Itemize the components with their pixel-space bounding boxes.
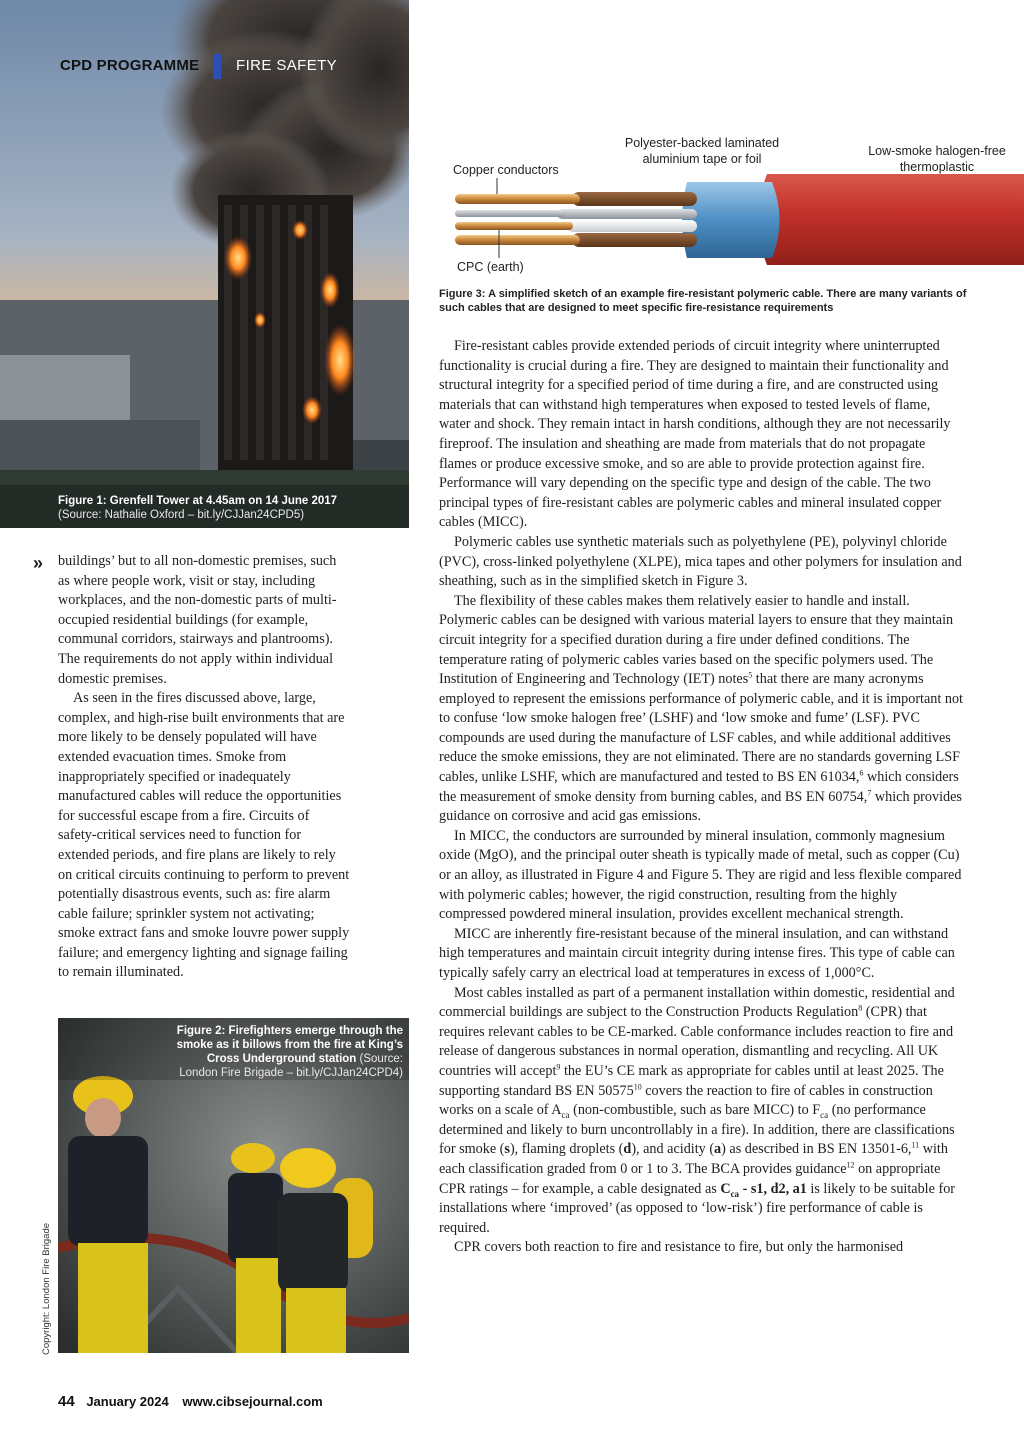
left-column-text	[58, 552, 350, 983]
footnote-ref-12: 12	[846, 1160, 855, 1170]
figure-2-credit: Copyright: London Fire Brigade	[41, 1222, 52, 1355]
right-paragraph-4: In MICC, the conductors are surrounded by mineral insulation, commonly magnesium oxide (MgO), and the principal outer sheath is typically made of metal, such as copper (Cu) or an alloy, as illustrated in Figure 4 and Figure 5. They are rigid and less flexible compared with polymeric cables; however, the rigid construction, resulting from the highly compressed powdered mineral insulation, provides excellent mechanical strength.	[439, 827, 962, 923]
core-insulation-brown-2	[572, 233, 697, 247]
issue-date: January 2024	[86, 1394, 169, 1409]
outer-sheath	[758, 174, 1024, 265]
page-number: 44	[58, 1393, 75, 1410]
footnote-ref-11: 11	[911, 1140, 920, 1150]
label-cpc-earth: CPC (earth)	[457, 260, 524, 274]
foil-tape	[682, 182, 780, 258]
figure-3-caption: Figure 3: A simplified sketch of an example fire-resistant polymeric cable. There are many variants of such cables that are designed to meet specific fire-resistance requirements	[439, 288, 967, 314]
figure-1-caption-title: Figure 1: Grenfell Tower at 4.45am on 14 June 2017	[58, 495, 338, 507]
fire-safety-label: FIRE SAFETY	[236, 57, 338, 74]
left-paragraph-2: As seen in the fires discussed above, large, complex, and high-rise built environments that are more likely to be densely populated will have extended evacuation times. Smoke from inappropriately specified or inadequately manufactured cables will reduce the opportunities for successful escape from a fire. Circuits of safety-critical services need to function for extended periods, and fire plans are likely to rely on critical circuits continuing to perform to prevent potentially disastrous events, such as: fire alarm cable failure; sprinkler system not activating; smoke extract fans and smoke louvre power supply failure; and emergency lighting and signage failing to remain illuminated.	[58, 690, 350, 981]
footnote-ref-5: 5	[748, 670, 753, 680]
footnote-ref-6: 6	[859, 768, 864, 778]
copper-conductor-1	[455, 194, 580, 204]
right-paragraph-1: Fire-resistant cables provide extended periods of circuit integrity where uninterrupted functionality is crucial during a fire. They are designed to maintain their functionality and structural integrity for a specified period of time during a fire, and are constructed using materials that can withstand high temperatures when exposed to tested levels of flame, water and shock. They remain intact in harsh conditions, although they are not necessarily fireproof. The insulation and sheathing are made from materials that do not propagate flames or produce excessive smoke, and so are able to provide protection against fire. Performance will vary depending on the specific type and design of the cable. The two principal types of fire-resistant cables are polymeric cables and mineral insulated copper cables (MICC).	[439, 338, 951, 531]
left-paragraph-1: buildings’ but to all non-domestic premises, such as where people work, visit or stay, including workplaces, and the non-domestic parts of multi-occupied residential buildings (for example, communal corridors, stairways and plantrooms). The requirements do not apply within individual domestic premises.	[58, 553, 337, 687]
label-lshf-sheath: Low-smoke halogen-free thermoplastic	[868, 144, 1006, 174]
footnote-ref-9: 9	[556, 1062, 561, 1072]
core-insulation-white	[567, 220, 697, 232]
right-paragraph-7: CPR covers both reaction to fire and resistance to fire, but only the harmonised	[454, 1239, 904, 1256]
copper-conductor-cpc	[455, 210, 565, 217]
core-insulation-brown	[572, 192, 697, 206]
right-paragraph-2: Polymeric cables use synthetic materials such as polyethylene (PE), polyvinyl chloride (PVC), cross-linked polyethylene (XLPE), mica tapes and other polymers for insulation and sheathing, such as in the simplified sketch in Figure 3.	[439, 533, 962, 590]
copper-conductor-3	[455, 235, 580, 245]
copper-conductor-2	[455, 222, 573, 230]
label-aluminium-tape: Polyester-backed laminated aluminium tape or foil	[624, 136, 780, 166]
page-footer	[58, 1393, 458, 1410]
figure-2-caption	[170, 1024, 403, 1080]
right-column-text	[439, 337, 965, 1258]
section-header	[56, 52, 416, 80]
right-paragraph-5: MICC are inherently fire-resistant because of the mineral insulation, and can withstand high temperatures and maintain circuit integrity during intense fires. This type of cable can typically safely carry an electrical load at temperatures in excess of 1,000°C.	[439, 925, 955, 981]
cpr-class-example: $C_{ca} - s1$, d2, a1	[720, 1180, 807, 1199]
core-cpc-earth	[557, 209, 697, 219]
cpd-programme-label: CPD PROGRAMME	[60, 57, 200, 74]
figure-3-cable-sketch	[437, 130, 1024, 290]
right-paragraph-6: Most cables installed as part of a permanent installation within domestic, residential and commercial buildings are subject to the Construction Products Regulation$^8$ (CPR) that requires relevant cables to be CE-marked. Cable conformance includes reaction to fire and release of dangerous substances in normal operation, dismantling and recycling. All UK countries will accept$^9$ the EU’s CE mark as appropriate for cables until at least 2025. The supporting standard BS EN 50575$^{10}$ covers the reaction to fire of cables in construction works on a scale of $A_{ca}$ (non-combustible, such as bare MICC) to $F_{ca}$ (no performance determined and likely to burn uncontrollably in a fire). In addition, there are classifications for smoke (s), flaming droplets (d), and acidity (a) as described in BS EN 13501-6,11 with each classification graded from 0 or 1 to 3. The BCA provides guidance$^{12}$ on appropriate CPR ratings – for example, a cable designated as $C_{ca} - s1$, d2, a1 is likely to be suitable for installations where ‘improved’ (as opposed to ‘low-risk’) fire performance of cable is required.	[439, 984, 956, 1236]
figure-1-caption-source: (Source: Nathalie Oxford – bit.ly/CJJan24CPD5)	[58, 509, 305, 521]
footnote-ref-8: 8	[858, 1003, 863, 1013]
footnote-ref-10: 10	[633, 1081, 642, 1091]
header-divider	[213, 54, 221, 79]
right-paragraph-3: The flexibility of these cables makes them relatively easier to handle and install. Polymeric cables can be designed with various material layers to ensure that they maintain circuit integrity for a specified duration during a fire under defined conditions. The temperature rating of polymeric cables varies based on the specific polymers used. The Institution of Engineering and Technology (IET) notes$^5$ that there are many acronyms employed to represent the emissions performance of polymeric cable, and it is important not to confuse ‘low smoke halogen free’ (LSHF) and ‘low smoke and fume’ (LSF). PVC compounds are used during the manufacture of LSF cables, and while additional additives reduce the smoke emissions, they are not eliminated. There are no standards governing LSF cables, unlike LSHF, which are manufactured and tested to BS EN 61034,$^6$ which considers the measurement of smoke density from burning cables, and BS EN 60754,$^7$ which provides guidance on corrosive and acid gas emissions.	[439, 592, 963, 825]
figure-2-caption-title: Figure 2: Firefighters emerge through the smoke as it billows from the fire at King’s Cross Underground station	[176, 1025, 403, 1065]
figure-2-caption-source: (Source: London Fire Brigade – bit.ly/CJJan24CPD4)	[179, 1053, 403, 1079]
journal-url: www.cibsejournal.com	[182, 1394, 323, 1409]
continuation-chevron-icon: »	[33, 553, 44, 573]
footnote-ref-7: 7	[867, 787, 872, 797]
label-copper-conductors: Copper conductors	[453, 163, 559, 177]
figure-1-caption	[58, 494, 398, 522]
